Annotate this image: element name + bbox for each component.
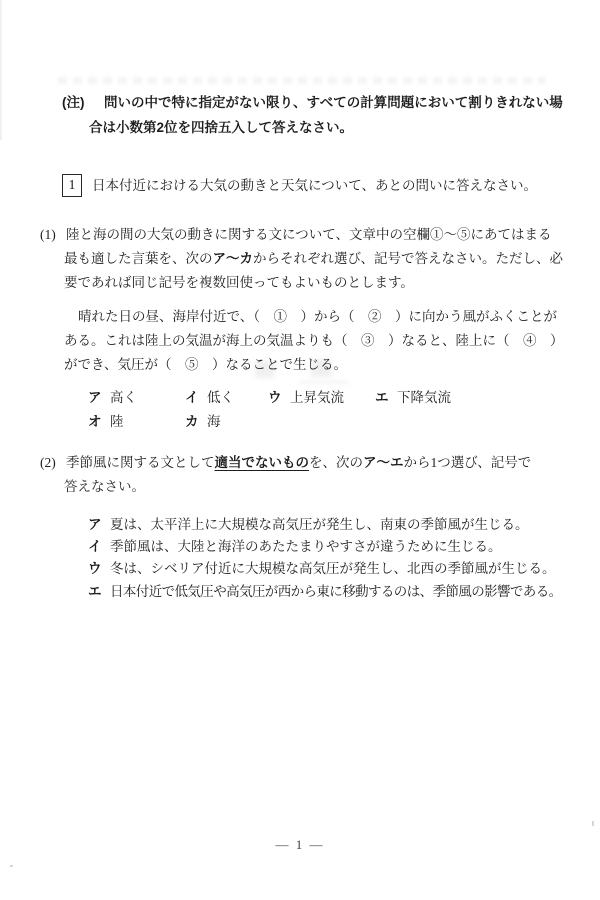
scan-edge-shadow — [0, 0, 2, 140]
choice-letter: ア — [88, 390, 102, 405]
choice-item — [268, 388, 344, 408]
choice-text: 陸 — [110, 414, 124, 429]
text-run: 季節風に関する文として — [66, 455, 215, 470]
choice-text: 上昇気流 — [290, 390, 344, 405]
choice-letter: オ — [88, 414, 102, 429]
choice-item — [88, 388, 137, 408]
choice-item — [185, 412, 221, 432]
part2-label: (2) — [40, 455, 56, 470]
choice-item — [88, 515, 529, 535]
choice-text: 日本付近で低気圧や高気圧が西から東に移動するのは、季節風の影響である。 — [110, 584, 562, 599]
choice-letter: エ — [88, 584, 102, 599]
part2-line2: 答えなさい。 — [64, 479, 145, 494]
bleedthrough-artifact-smudge — [298, 380, 350, 384]
note-label: (注) — [62, 95, 85, 110]
choice-text: 高く — [110, 390, 137, 405]
choice-text: 季節風は、大陸と海洋のあたたまりやすさが違うために生じる。 — [110, 539, 502, 554]
choice-item — [88, 537, 502, 557]
choice-text: 低く — [207, 390, 234, 405]
choice-letter: ア — [88, 517, 102, 532]
note-line: 問いの中で特に指定がない限り、すべての計算問題において割りきれない場 — [104, 95, 563, 110]
scan-speck — [10, 865, 13, 867]
choice-text: 夏は、太平洋上に大規模な高気圧が発生し、南東の季節風が生じる。 — [110, 517, 529, 532]
passage-line: ができ、気圧が（ ⑤ ）なることで生じる。 — [64, 357, 347, 372]
text-run: 最も適した言葉を、次の — [64, 251, 213, 266]
note-line: 合は小数第2位を四捨五入して答えなさい。 — [89, 120, 354, 135]
choice-item — [88, 412, 124, 432]
part1-line2 — [64, 249, 563, 269]
passage-line: 晴れた日の昼、海岸付近で、（ ① ）から（ ② ）に向かう風がふくことが — [78, 309, 557, 324]
page-number: — 1 — — [275, 837, 325, 852]
question-number-box: 1 — [62, 174, 82, 197]
choice-item — [185, 388, 234, 408]
choice-letter: イ — [88, 539, 102, 554]
choice-text: 下降気流 — [397, 390, 451, 405]
part1-line1: 陸と海の間の大気の動きに関する文について、文章中の空欄①～⑤にあてはまる — [66, 227, 552, 242]
scan-speck — [592, 821, 594, 826]
choice-letter: イ — [185, 390, 199, 405]
choice-letter: カ — [185, 414, 199, 429]
choice-letter: ウ — [88, 561, 102, 576]
choice-item — [375, 388, 451, 408]
text-run: からそれぞれ選び、記号で答えなさい。ただし、必 — [253, 251, 563, 266]
text-run: を、次の — [309, 455, 363, 470]
choice-item — [88, 559, 556, 579]
text-run-bold: ア～エ — [363, 455, 404, 470]
choice-text: 冬は、シベリア付近に大規模な高気圧が発生し、北西の季節風が生じる。 — [110, 561, 556, 576]
text-run-bold: ア～カ — [212, 251, 253, 266]
choice-text: 海 — [207, 414, 221, 429]
part2-line1 — [66, 453, 531, 473]
passage-line: ある。これは陸上の気温が海上の気温よりも（ ③ ）なると、陸上に（ ④ ） — [64, 333, 564, 348]
choice-item — [88, 582, 562, 602]
question-title: 日本付近における大気の動きと天気について、あとの問いに答えなさい。 — [92, 178, 537, 193]
choice-letter: ウ — [268, 390, 282, 405]
bleedthrough-artifact-top — [58, 77, 546, 84]
part1-label: (1) — [40, 227, 56, 242]
choice-letter: エ — [375, 390, 389, 405]
part1-line3: 要であれば同じ記号を複数回使ってもよいものとします。 — [64, 275, 414, 290]
text-run-emphasis: 適当でないもの — [214, 455, 309, 470]
text-run: から1つ選び、記号で — [403, 455, 532, 470]
